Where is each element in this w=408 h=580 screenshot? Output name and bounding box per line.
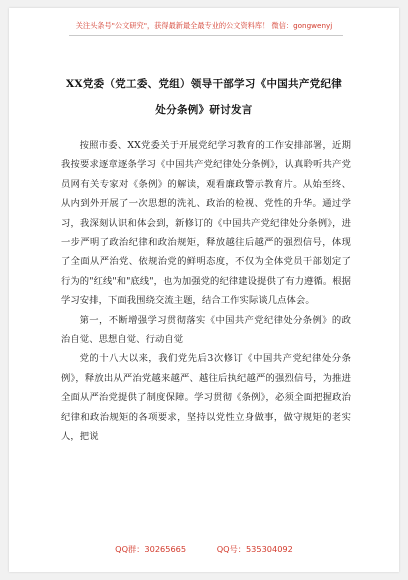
paragraph-body: 党的十八大以来，我们党先后3次修订《中国共产党纪律处分条例》，释放出从严治党越来越严、越往后执纪越严的强烈信号，为推进全面从严治党提供了制度保障。学习贯彻《条例》，必须全面把握政治纪律和政治规矩的各项要求，坚持以党性立身做事，做守规矩的老实人，把说 (61, 353, 351, 443)
document-body (61, 136, 351, 447)
document-title-line-1: XX党委（党工委、党组）领导干部学习《中国共产党纪律 (65, 78, 343, 90)
paragraph-intro: 按照市委、XX党委关于开展党纪学习教育的工作安排部署，近期我按要求逐章逐条学习《中国共产党纪律处分条例》，认真聆听共产党员网有关专家对《条例》的解读，观看廉政警示教育片。从始至终、从内到外开展了一次思想的洗礼、政治的检视、党性的升华。通过学习，我深刻认识和体会到，新修订的《中国共产党纪律处分条例》，进一步严明了政治纪律和政治规矩，释放越往后越严的强烈信号，体现了全面从严治党、依规治党的鲜明态度，不仅为全体党员干部划定了行为的"红线"和"底线"，也为加强党的纪律建设提供了有力遵循。根据学习安排，下面我围绕交流主题，结合工作实际谈几点体会。 (61, 140, 352, 307)
paragraph-heading-first: 第一，不断增强学习贯彻落实《中国共产党纪律处分条例》的政治自觉、思想自觉、行动自觉 (61, 314, 351, 346)
footer-qq-group: QQ群：30265665 (115, 544, 187, 554)
footer-contacts (9, 544, 399, 555)
document-title-line-2: 处分条例》研讨发言 (155, 104, 253, 116)
document-page (9, 8, 399, 572)
footer-qq-number: QQ号：535304092 (216, 544, 293, 554)
header-divider (69, 35, 343, 36)
header-note: 关注头条号"公文研究"，获得最新最全最专业的公文资料库！ 微信：gongwenyj (75, 21, 333, 30)
